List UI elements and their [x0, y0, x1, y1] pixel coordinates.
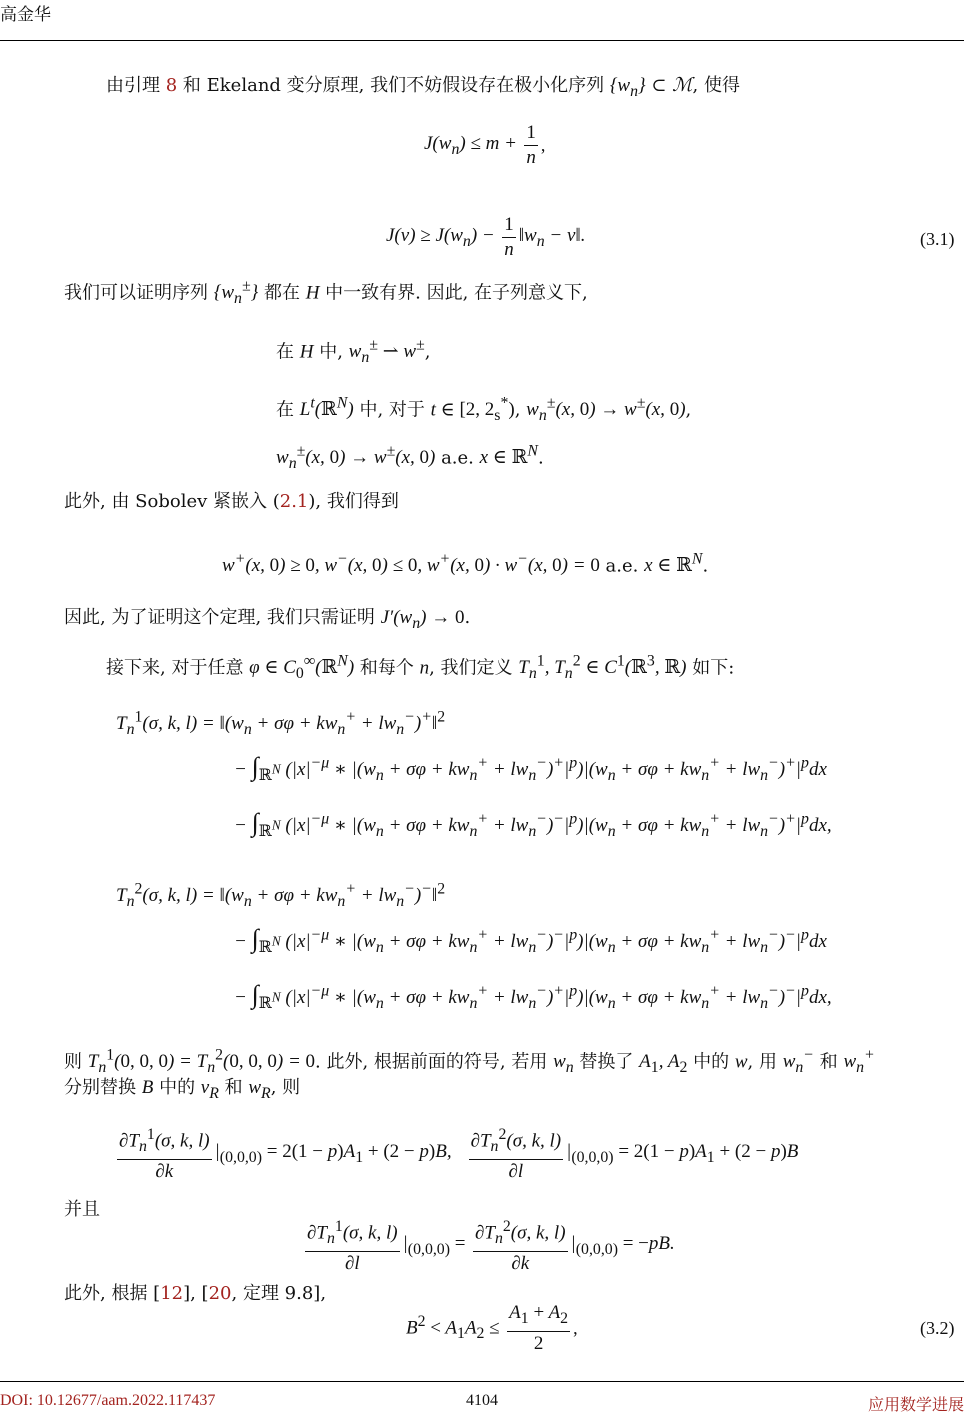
paragraph-references: 此外, 根据 [12], [20, 定理 9.8],	[64, 1283, 327, 1304]
equation-3-1: $J(v) \ge J(w_n)$ − $\frac{1}{n}$ $‖w_n$ − v‖.	[386, 214, 586, 260]
paragraph-substitute-l1: 则 $T_n^1(0$, 0, $0) = T_n^2(0$, 0, 0) = 0. 此外, 根据前面的符号, 若用 $w_n$ 替换了 $A_1$, $A_2$ 中的 w, 用 $w_n^-$ 和 $w_n^+$	[64, 1047, 875, 1077]
ref-eq-2-1[interactable]: 2.1	[279, 491, 309, 512]
paragraph-sobolev: 此外, 由 Sobolev 紧嵌入 (2.1), 我们得到	[64, 491, 399, 512]
T2-line-1: $T_n^2(\sigma$, k, $l) = ‖(w_n + \sigma\varphi + kw_n^+$ + $lw_n^-)^-‖^2$	[116, 881, 446, 911]
convergence-strong: 在 $L^t(ℝ^N)$ 中, 对于 t ∈ [2, $2_s^*$), $w_n^\pm(x$, 0) → w±(x, 0),	[276, 395, 692, 425]
T1-line-2: − $\int_{ℝ^N}$ ($|x|^{-\mu}$ ∗ $|(w_n + \sigma\varphi + kw_n^+ + lw_n^-)^+|^p)|(w_n + \sigma\varphi + kw_n^+ + lw_n^-)^+|^pdx$	[234, 752, 827, 785]
ref-20[interactable]: 20	[208, 1283, 232, 1304]
paragraph-intro: 由引理 8 和 Ekeland 变分原理, 我们不妨假设存在极小化序列 $\{w_n\}$ ⊂ ℳ, 使得	[106, 75, 740, 100]
equation-tag-3-2: (3.2)	[920, 1318, 955, 1338]
footer-doi[interactable]: DOI: 10.12677/aam.2022.117437	[0, 1392, 216, 1409]
running-header-author: 高金华	[0, 5, 51, 25]
convergence-weak: 在 H 中, $w_n^\pm$ ⇀ w±,	[276, 337, 431, 367]
header-rule	[0, 40, 964, 41]
paragraph-substitute-l2: 分别替换 B 中的 $v_R$ 和 $w_R$, 则	[64, 1077, 301, 1102]
T2-line-2: − $\int_{ℝ^N}$ ($|x|^{-\mu}$ ∗ $|(w_n + \sigma\varphi + kw_n^+ + lw_n^-)^-|^p)|(w_n + \sigma\varphi + kw_n^+ + lw_n^-)^-|^pdx$	[234, 924, 827, 957]
equation-cross-derivatives: $\frac{\partial T_n^1(\sigma, k, l)}{\partial l}$ $|_{(0,0,0)}$ = $\frac{\partial T_n^2(\sigma, k, l)}{\partial k}$ $|_{(0,0,0)} = -pB$.	[307, 1218, 675, 1275]
footer-rule	[0, 1381, 964, 1382]
paragraph-goal: 因此, 为了证明这个定理, 我们只需证明 $J'(w_n) \to 0$.	[64, 607, 471, 632]
T1-line-3: − $\int_{ℝ^N}$ ($|x|^{-\mu}$ ∗ $|(w_n + \sigma\varphi + kw_n^+ + lw_n^-)^-|^p)|(w_n + \sigma\varphi + kw_n^+ + lw_n^-)^+|^pdx$,	[234, 808, 832, 841]
T1-line-1: $T_n^1(\sigma$, k, $l) = ‖(w_n + \sigma\varphi + kw_n^+$ + $lw_n^-)^+‖^2$	[116, 709, 446, 739]
equation-partial-derivatives: $\frac{\partial T_n^1(\sigma, k, l)}{\partial k}$ $|_{(0,0,0)} = 2(1 - p)A_1 + (2 - p)B$, $\frac{\partial T_n^2(\sigma, k, l)}{\partial l}$ $|_{(0,0,0)} = 2(1 - p)A_1 + (2 - p)B$	[119, 1126, 799, 1183]
paragraph-bounded: 我们可以证明序列 $\{w_n^\pm\}$ 都在 H 中一致有界. 因此, 在子列意义下,	[64, 278, 588, 308]
paragraph-define-T: 接下来, 对于任意 φ ∈ $C_0^\infty(ℝ^N)$ 和每个 n, 我们定义 $T_n^1$, $T_n^2$ ∈ $C^1(ℝ^3$, ℝ) 如下:	[106, 653, 735, 683]
footer-page-number: 4104	[466, 1392, 498, 1409]
equation-tag-3-1: (3.1)	[920, 229, 955, 249]
equation-sign: w+(x, 0) ≥ 0, w−(x, 0) ≤ 0, w+(x, 0) · w−(x, 0) = 0 a.e. x ∈ ℝ$^N$.	[222, 551, 709, 577]
ref-12[interactable]: 12	[160, 1283, 184, 1304]
T2-line-3: − $\int_{ℝ^N}$ ($|x|^{-\mu}$ ∗ $|(w_n + \sigma\varphi + kw_n^+ + lw_n^-)^+|^p)|(w_n + \sigma\varphi + kw_n^+ + lw_n^-)^-|^pdx$,	[234, 980, 832, 1013]
convergence-ae: $w_n^\pm(x$, 0) → w±(x, 0) a.e. x ∈ ℝ$^N$.	[276, 443, 544, 473]
footer-journal[interactable]: 应用数学进展	[867, 1395, 964, 1414]
equation-3-2: $B^2 < A_1A_2$ ≤ $\frac{A_1 + A_2}{2}$ ,	[406, 1302, 578, 1354]
ref-lemma-8[interactable]: 8	[165, 75, 178, 96]
paragraph-and: 并且	[64, 1199, 100, 1220]
equation-minimizing: $J(w_n) \le m$ + $\frac{1}{n}$ ,	[424, 122, 546, 168]
